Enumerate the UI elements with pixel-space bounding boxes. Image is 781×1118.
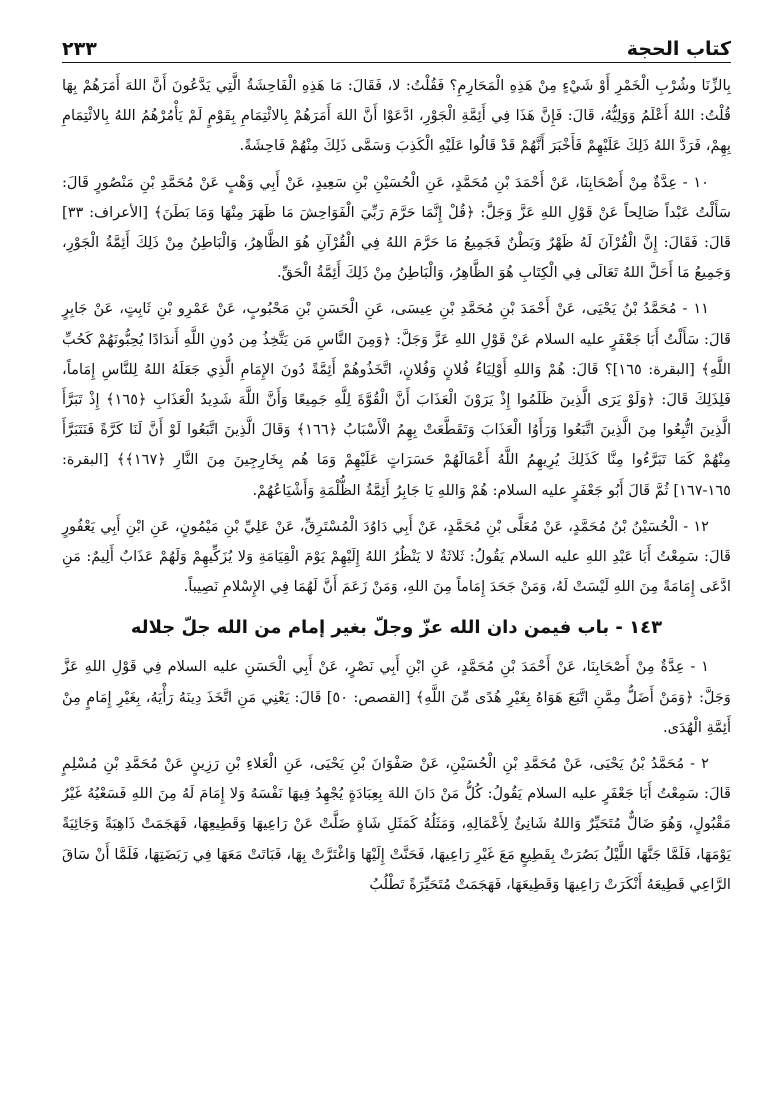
book-page	[62, 30, 731, 1088]
page-body	[62, 71, 731, 900]
hadith-10: ١٠ - عِدَّةٌ مِنْ أَصْحَابِنَا، عَنْ أَحْمَدَ بْنِ مُحَمَّدٍ، عَنِ الْحُسَيْنِ بْنِ سَعِيدٍ، عَنْ أَبِي وَهْبٍ عَنْ مُحَمَّدِ بْنِ مَنْصُورٍ قَالَ: سَأَلْتُ عَبْداً صَالِحاً عَنْ قَوْلِ اللهِ عَزَّ وَجَلَّ: ﴿قُلْ إِنَّمَا حَرَّمَ رَبِّيَ الْفَوَاحِشَ مَا ظَهَرَ مِنْهَا وَمَا بَطَنَ﴾ [الأعراف: ٣٣] قَالَ: فَقَالَ: إِنَّ الْقُرْآنَ لَهُ ظَهْرٌ وَبَطْنٌ فَجَمِيعُ مَا حَرَّمَ اللهُ فِي الْقُرْآنِ هُوَ الظَّاهِرُ، وَالْبَاطِنُ مِنْ ذَلِكَ أَئِمَّةُ الْجَوْرِ، وَجَمِيعُ مَا أَحَلَّ اللهُ تَعَالَى فِي الْكِتَابِ هُوَ الظَّاهِرُ، وَالْبَاطِنُ مِنْ ذَلِكَ أَئِمَّةُ الْحَقِّ.	[62, 173, 731, 282]
page-number: ٢٣٣	[62, 38, 97, 60]
hadith-12: ١٢ - الْحُسَيْنُ بْنُ مُحَمَّدٍ، عَنْ مُعَلَّى بْنِ مُحَمَّدٍ، عَنْ أَبِي دَاوُدَ الْمُسْتَرِقِّ، عَنْ عَلِيِّ بْنِ مَيْمُونٍ، عَنِ ابْنِ أَبِي يَعْفُورٍ قَالَ: سَمِعْتُ أَبَا عَبْدِ اللهِ عليه السلام يَقُولُ: ثَلاثَةٌ لا يَنْظُرُ اللهُ إِلَيْهِمْ يَوْمَ الْقِيَامَةِ وَلا يُزَكِّيهِمْ وَلَهُمْ عَذَابٌ أَلِيمٌ: مَنِ ادَّعَى إِمَامَةً مِنَ اللهِ لَيْسَتْ لَهُ، وَمَنْ جَحَدَ إِمَاماً مِنَ اللهِ، وَمَنْ زَعَمَ أَنَّ لَهُمَا فِي الإِسْلامِ نَصِيباً.	[62, 517, 731, 596]
paragraph-continuation: بِالزِّنَا وشُرْبِ الْخَمْرِ أَوْ شَيْءٍ مِنْ هَذِهِ الْمَحَارِمِ؟ فَقُلْتُ: لا، فَقَالَ: مَا هَذِهِ الْفَاحِشَةُ الَّتِي يَدَّعُونَ أَنَّ اللهَ أَمَرَهُمْ بِهَا قُلْتُ: اللهُ أَعْلَمُ وَوَلِيُّهُ، قَالَ: فَإِنَّ هَذَا فِي أَئِمَّةِ الْجَوْرِ، ادَّعَوْا أَنَّ اللهَ أَمَرَهُمْ بِالائْتِمَامِ بِقَوْمٍ لَمْ يَأْمُرْهُمُ اللهُ بِالائْتِمَامِ بِهِمْ، فَرَدَّ اللهُ ذَلِكَ عَلَيْهِمْ فَأَخْبَرَ أَنَّهُمْ قَدْ قَالُوا عَلَيْهِ الْكَذِبَ وَسَمَّى ذَلِكَ مِنْهُمْ فَاحِشَةً.	[62, 77, 731, 155]
hadith-11: ١١ - مُحَمَّدُ بْنُ يَحْيَى، عَنْ أَحْمَدَ بْنِ مُحَمَّدِ بْنِ عِيسَى، عَنِ الْحَسَنِ بْنِ مَحْبُوبٍ، عَنْ عَمْرِو بْنِ ثَابِتٍ، عَنْ جَابِرٍ قَالَ: سَأَلْتُ أَبَا جَعْفَرٍ عليه السلام عَنْ قَوْلِ اللهِ عَزَّ وَجَلَّ: ﴿وَمِنَ النَّاسِ مَن يَتَّخِذُ مِن دُونِ اللَّهِ أَندَادًا يُحِبُّونَهُمْ كَحُبِّ اللَّهِ﴾ [البقرة: ١٦٥]؟ قَالَ: هُمْ وَاللهِ أَوْلِيَاءُ فُلانٍ وَفُلانٍ، اتَّخَذُوهُمْ أَئِمَّةً دُونَ الإِمَامِ الَّذِي جَعَلَهُ اللهُ لِلنَّاسِ إِمَاماً، فَلِذَلِكَ قَالَ: ﴿وَلَوْ يَرَى الَّذِينَ ظَلَمُوا إِذْ يَرَوْنَ الْعَذَابَ أَنَّ الْقُوَّةَ لِلَّهِ جَمِيعًا وَأَنَّ اللَّهَ شَدِيدُ الْعَذَابِ ﴿١٦٥﴾ إِذْ تَبَرَّأَ الَّذِينَ اتُّبِعُوا مِنَ الَّذِينَ اتَّبَعُوا وَرَأَوُا الْعَذَابَ وَتَقَطَّعَتْ بِهِمُ الْأَسْبَابُ ﴿١٦٦﴾ وَقَالَ الَّذِينَ اتَّبَعُوا لَوْ أَنَّ لَنَا كَرَّةً فَنَتَبَرَّأَ مِنْهُمْ كَمَا تَبَرَّءُوا مِنَّا كَذَلِكَ يُرِيهِمُ اللَّهُ أَعْمَالَهُمْ حَسَرَاتٍ عَلَيْهِمْ وَمَا هُم بِخَارِجِينَ مِنَ النَّارِ ﴿١٦٧﴾﴾ [البقرة: ١٦٥-١٦٧] ثُمَّ قَالَ أَبُو جَعْفَرٍ عليه السلام: هُمْ وَاللهِ يَا جَابِرُ أَئِمَّةُ الظُّلْمَةِ وَأَشْيَاعُهُمْ.	[62, 300, 731, 499]
page-header	[62, 30, 731, 63]
chapter-hadith-1: ١ - عِدَّةٌ مِنْ أَصْحَابِنَا، عَنْ أَحْمَدَ بْنِ مُحَمَّدٍ، عَنِ ابْنِ أَبِي نَصْرٍ، عَنْ أَبِي الْحَسَنِ عليه السلام فِي قَوْلِ اللهِ عَزَّ وَجَلَّ: ﴿وَمَنْ أَضَلُّ مِمَّنِ اتَّبَعَ هَوَاهُ بِغَيْرِ هُدًى مِّنَ اللَّهِ﴾ [القصص: ٥٠] قَالَ: يَعْنِي مَنِ اتَّخَذَ دِينَهُ رَأْيَهُ، بِغَيْرِ إِمَامٍ مِنْ أَئِمَّةِ الْهُدَى.	[62, 658, 731, 736]
book-title: كتاب الحجة	[626, 38, 731, 60]
chapter-hadith-2: ٢ - مُحَمَّدُ بْنُ يَحْيَى، عَنْ مُحَمَّدِ بْنِ الْحُسَيْنِ، عَنْ صَفْوَانَ بْنِ يَحْيَى، عَنِ الْعَلاءِ بْنِ رَزِينٍ عَنْ مُحَمَّدِ بْنِ مُسْلِمٍ قَالَ: سَمِعْتُ أَبَا جَعْفَرٍ عليه السلام يَقُولُ: كُلُّ مَنْ دَانَ اللهَ بِعِبَادَةٍ يُجْهِدُ فِيهَا نَفْسَهُ وَلا إِمَامَ لَهُ مِنَ اللهِ فَسَعْيُهُ غَيْرُ مَقْبُولٍ، وَهُوَ ضَالٌّ مُتَحَيِّرٌ وَاللهُ شَانِئٌ لِأَعْمَالِهِ، وَمَثَلُهُ كَمَثَلِ شَاةٍ ضَلَّتْ عَنْ رَاعِيهَا وَقَطِيعِهَا، فَهَجَمَتْ ذَاهِبَةً وَجَائِيَةً يَوْمَهَا، فَلَمَّا جَنَّهَا اللَّيْلُ بَصُرَتْ بِقَطِيعٍ مَعَ غَيْرِ رَاعِيهَا، فَحَنَّتْ إِلَيْهَا وَاغْتَرَّتْ بِهَا، فَبَاتَتْ مَعَهَا فِي رَبَضَتِهَا، فَلَمَّا أَنْ سَاقَ الرَّاعِي قَطِيعَهُ أَنْكَرَتْ رَاعِيهَا وَقَطِيعَهَا، فَهَجَمَتْ مُتَحَيِّرَةً تَطْلُبُ	[62, 755, 731, 893]
chapter-heading: ١٤٣ - باب فيمن دان الله عزّ وجلّ بغير إمام من الله جلّ جلاله	[130, 617, 663, 639]
